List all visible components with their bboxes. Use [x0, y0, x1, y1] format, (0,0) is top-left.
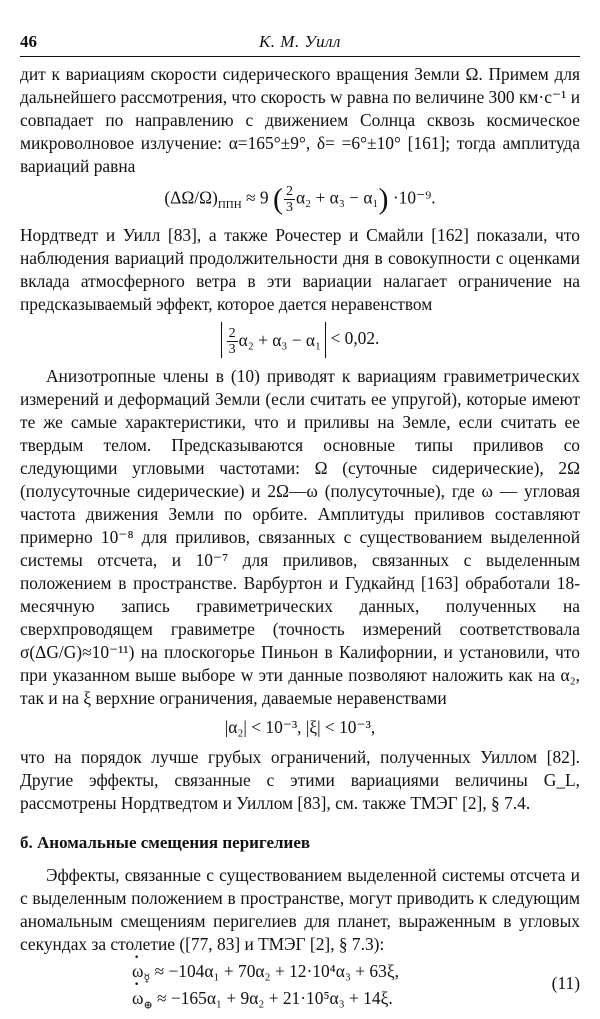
equation-mercury-rhs: ≈ −104α₁ + 70α₂ + 12·10⁴α₃ + 63ξ, [154, 960, 399, 981]
page-number: 46 [20, 32, 37, 51]
formula-amplitude-rhs: ·10⁻⁹. [392, 187, 436, 208]
paragraph-2: Нордтведт и Уилл [83], а также Рочестер и Смайли [162] показали, что наблюдения вариаций продолжительности дня в совокупности с оценками вклада атмосферного ветра в эти вариации налагает ограничение на предсказываемый эффект, которое дается неравенством [20, 224, 580, 314]
mercury-symbol: ☿ [143, 972, 151, 985]
formula-amplitude-approx: ≈ 9 [246, 187, 269, 208]
equation-11 [20, 958, 580, 1012]
equation-line-earth [20, 985, 580, 1012]
paragraph-4: что на порядок лучше грубых ограничений, полученных Уиллом [82]. Другие эффекты, связанные с этими вариациями величины G_L, рассмотрены Нордтведтом и Уиллом [83], см. также ТМЭГ [2], § 7.4. [20, 746, 580, 813]
paragraph-1: дит к вариациям скорости сидерического вращения Земли Ω. Примем для дальнейшего рассмотрения, что скорость w равна по величине 300 км·с⁻¹ и совпадает по направлению с движением Солнца сквозь космическое микроволновое излучение: α=165°±9°, δ= =6°±10° [161]; тогда амплитуда вариаций равна [20, 64, 580, 176]
section-title: б. Аномальные смещения перигелиев [20, 832, 311, 852]
formula-bounds [20, 716, 580, 739]
paragraph-3: Анизотропные члены в (10) приводят к вариациям гравиметрических измерений и деформаций Земли (если считать ее упругой), которые имеют те же самые характеристики, что и приливы на Земле, если считать ее твердым телом. Предсказываются основные типы приливов со следующими угловыми частотами: Ω (суточные сидерические), 2Ω (полусуточные сидерические) и 2Ω—ω (полусуточные), где ω — угловая частота движения Земли по орбите. Амплитуды приливов составляют примерно 10⁻⁸ для приливов, связанных с существованием выделенной системы отсчета, и 10⁻⁷ для приливов, связанных с выделенным положением в пространстве. Варбуртон и Гудкайнд [163] обработали 18-месячную запись гравиметрических данных, полученных на сверхпроводящем гравиметре (точность измерений соответствовала σ(ΔG/G)≈10⁻¹¹) на плоскогорье Пиньон в Калифорнии, и установили, что при указанном выше выборе w эти данные позволяют наложить как на α₂, так и на ξ верхние ограничения, даваемые неравенствами [20, 365, 580, 708]
earth-symbol: ⊕ [143, 999, 153, 1012]
inequality-terms: α₂ + α₃ − α₁ [238, 329, 322, 350]
absolute-value [221, 322, 327, 358]
bounds-text: |α₂| < 10⁻³, |ξ| < 10⁻³, [224, 716, 376, 737]
omega-dot-symbol: · ω [132, 958, 143, 985]
page [20, 30, 580, 1012]
inequality-rhs: < 0,02. [330, 327, 380, 348]
equation-number: (11) [551, 972, 580, 993]
omega-dot-symbol: · ω [132, 985, 143, 1012]
equation-line-mercury [20, 958, 580, 985]
fraction-two-thirds: $\frac{2}{3}$ [285, 184, 293, 215]
equation-earth-rhs: ≈ −165α₁ + 9α₂ + 21·10⁵α₃ + 14ξ. [157, 987, 393, 1008]
paragraph-5: Эффекты, связанные с существованием выделенной системы отсчета и с выделенным положением в пространстве, могут приводить к следующим аномальным смещениям перигелиев для планет, выраженным в угловых секундах за столетие ([77, 83] и ТМЭГ [2], § 7.3): [20, 864, 580, 954]
formula-amplitude: $(\Delta\Omega/\Omega)_{ППН} \approx 9$ ( $\frac{2}{3}$ α₂ + α₃ − α₁) ·10⁻⁹. [164, 182, 436, 216]
body-text [20, 63, 580, 1012]
fraction-two-thirds: $\frac{2}{3}$ [228, 326, 236, 358]
formula-amplitude-subscript: ППН [217, 198, 242, 211]
formula-inequality [20, 322, 580, 358]
formula-amplitude-lhs: (ΔΩ/Ω) [164, 187, 218, 208]
running-head: К. М. Уилл [259, 32, 341, 51]
formula-amplitude-terms: α₂ + α₃ − α₁ [295, 187, 379, 208]
page-header [20, 30, 580, 57]
